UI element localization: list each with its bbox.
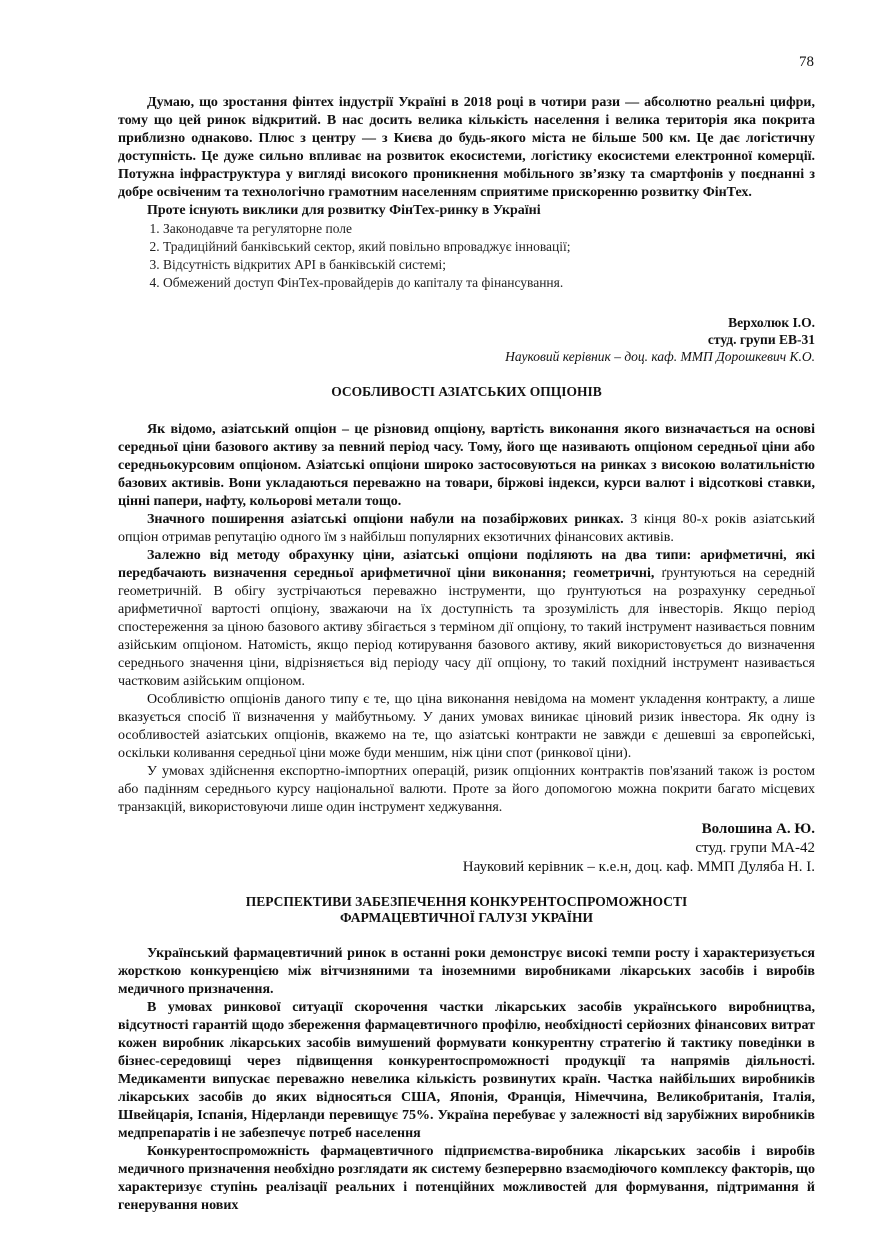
text-run: ґрунтуються на середній геометричній. В обігу зустрічаються переважно інструменти, що ґрунтуються на розрахунку середньої арифметичної вартості опціону, зважаючи на їх доступність та зрозумілість для інвесторів. Якщо період спостереження за ціною базового активу збігається з терміном дії опціону, то такий інструмент називається повним азійським опціоном. Натомість, якщо період котирування базового активу, який використовується до визначення середнього значення ціни, відрізняється від періоду часу дії опціону, то такий похідний інструмент називається частковим азійським опціоном. (118, 566, 815, 689)
author-name: Верхолюк І.О. (728, 315, 815, 330)
text-run: В умовах ринкової ситуації скорочення частки лікарських засобів українського виробництва, відсутності гарантій щодо збереження фармацевтичного профілю, необхідності серйозних фінансових витрат кожен виробник лікарських засобів вимушений формувати конкурентну стратегію й тактику поведінки в бізнес-середовищі через підвищення конкурентоспроможності продукції та напрямів діяльності. Медикаменти випускає переважно невелика кількість розвинутих країн. Частка найбільших виробників лікарських засобів до яких відносяться США, Японія, Франція, Німеччина, Великобританія, Італія, Швейцарія, Іспанія, Нідерланди перевищує 75%. Україна перебуває у залежності від зарубіжних виробників медпрепаратів і не забезпечує потреб населення (118, 1000, 815, 1141)
author-name: Волошина А. Ю. (701, 821, 815, 837)
list-item: 1. Законодавче та регуляторне поле (163, 220, 815, 238)
paragraph (118, 547, 815, 691)
list-item: 3. Відсутність відкритих API в банківській системі; (163, 256, 815, 274)
text-run: Проте існують виклики для розвитку ФінТех-ринку в Україні (147, 203, 541, 218)
article-body (118, 945, 815, 1215)
text-run: Значного поширення азіатські опціони набули на позабіржових ринках. (147, 512, 624, 527)
text-run: Залежно від методу обрахунку ціни, азіатські опціони поділяють на два типи: арифметичні, які передбачають визначення середньої арифметичної ціни виконання; геометричні, (118, 548, 815, 581)
text-run: Як відомо, азіатський опціон – це різновид опціону, вартість виконання якого визначається на основі середньої ціни базового активу за певний період часу. Тому, його ще називають опціоном середньої ціни або середньокурсовим опціоном. Азіатські опціони широко застосовуються на ринках з високою волатильністю базових активів. Вони укладаються переважно на товари, біржові індекси, курси валют і відсоткові ставки, цінні папери, нафту, кольорові метали тощо. (118, 422, 815, 509)
paragraph (118, 94, 815, 202)
paragraph (118, 202, 815, 220)
paragraph (118, 691, 815, 763)
paragraph (118, 999, 815, 1143)
fintech-section (118, 94, 815, 292)
paragraph (118, 945, 815, 999)
text-run: Особливістю опціонів даного типу є те, що ціна виконання невідома на момент укладення контракту, а лише вказується спосіб її визначення у майбутньому. У даних умовах виникає ціновий ризик інвестора. Як одну із особливостей азіатських опціонів, вкажемо на те, що азіатські контракти не завжди є дешевші за європейські, оскільки коливання середньої ціни може буди меншим, ніж ціни спот (ринкової ціни). (118, 692, 815, 761)
list-item: 4. Обмежений доступ ФінТех-провайдерів до капіталу та фінансування. (163, 274, 815, 292)
paragraph (118, 1143, 815, 1215)
author-group: студ. групи МА-42 (695, 840, 815, 856)
article-title-line-2: ФАРМАЦЕВТИЧНОЇ ГАЛУЗІ УКРАЇНИ (340, 910, 593, 925)
author-group: студ. групи ЕВ-31 (707, 332, 815, 347)
supervisor: Науковий керівник – к.е.н, доц. каф. ММП Дуляба Н. І. (462, 859, 815, 875)
paragraph (118, 421, 815, 511)
article-title-line-1: ПЕРСПЕКТИВИ ЗАБЕЗПЕЧЕННЯ КОНКУРЕНТОСПРОМОЖНОСТІ (245, 894, 688, 909)
supervisor: Науковий керівник – доц. каф. ММП Дорошкевич К.О. (505, 349, 815, 364)
article-asian-options (118, 314, 815, 817)
paragraph (118, 763, 815, 817)
article-pharma (118, 820, 815, 1215)
text-run: З кінця 80-х років азіатський опціон отримав репутацію одного їм з найбільш популярних екзотичних фінансових активів. (118, 512, 815, 545)
text-run: Конкурентоспроможність фармацевтичного підприємства-виробника лікарських засобів і виробів медичного призначення необхідно розглядати як систему безперервно взаємодіючого комплексу факторів, що характеризує ступінь реалізації реальних і потенційних можливостей для формування, підтримання й генерування нових (118, 1144, 815, 1213)
text-run: У умовах здійснення експортно-імпортних операцій, ризик опціонних контрактів пов'язаний також із ростом або падінням середнього курсу національної валюти. Проте за його допомогою можна покрити багато місцевих транзакцій, використовуючи лише один інструмент хеджування. (118, 764, 815, 815)
text-run: Думаю, що зростання фінтех індустрії Україні в 2018 році в чотири рази — абсолютно реальні цифри, тому що цей ринок відкритий. В нас досить велика кількість населення і велика територія яка покрита приблизно однаково. Плюс з центру — з Києва до будь-якого міста не більше 500 км. Це дає логістичну доступність. Це дуже сильно впливає на розвиток екосистеми, логістику екосистеми електронної комерції. Потужна інфраструктура у вигляді високого проникнення мобільного зв’язку та смартфонів у поєднанні з добре освіченим та технологічно грамотним населенням сприятиме прискоренню розвитку ФінТех. (118, 95, 815, 200)
paragraph (118, 511, 815, 547)
challenges-list (118, 220, 815, 292)
list-item: 2. Традиційний банківський сектор, який повільно впроваджує інновації; (163, 238, 815, 256)
text-run: Український фармацевтичний ринок в останні роки демонструє високі темпи росту і характеризується жорсткою конкуренцією між вітчизняними та іноземними виробниками лікарських засобів і виробів медичного призначення. (118, 946, 815, 997)
article-body (118, 421, 815, 817)
article-title: ОСОБЛИВОСТІ АЗІАТСЬКИХ ОПЦІОНІВ (331, 384, 602, 399)
fintech-paragraphs (118, 94, 815, 220)
page-number: 78 (799, 54, 814, 70)
